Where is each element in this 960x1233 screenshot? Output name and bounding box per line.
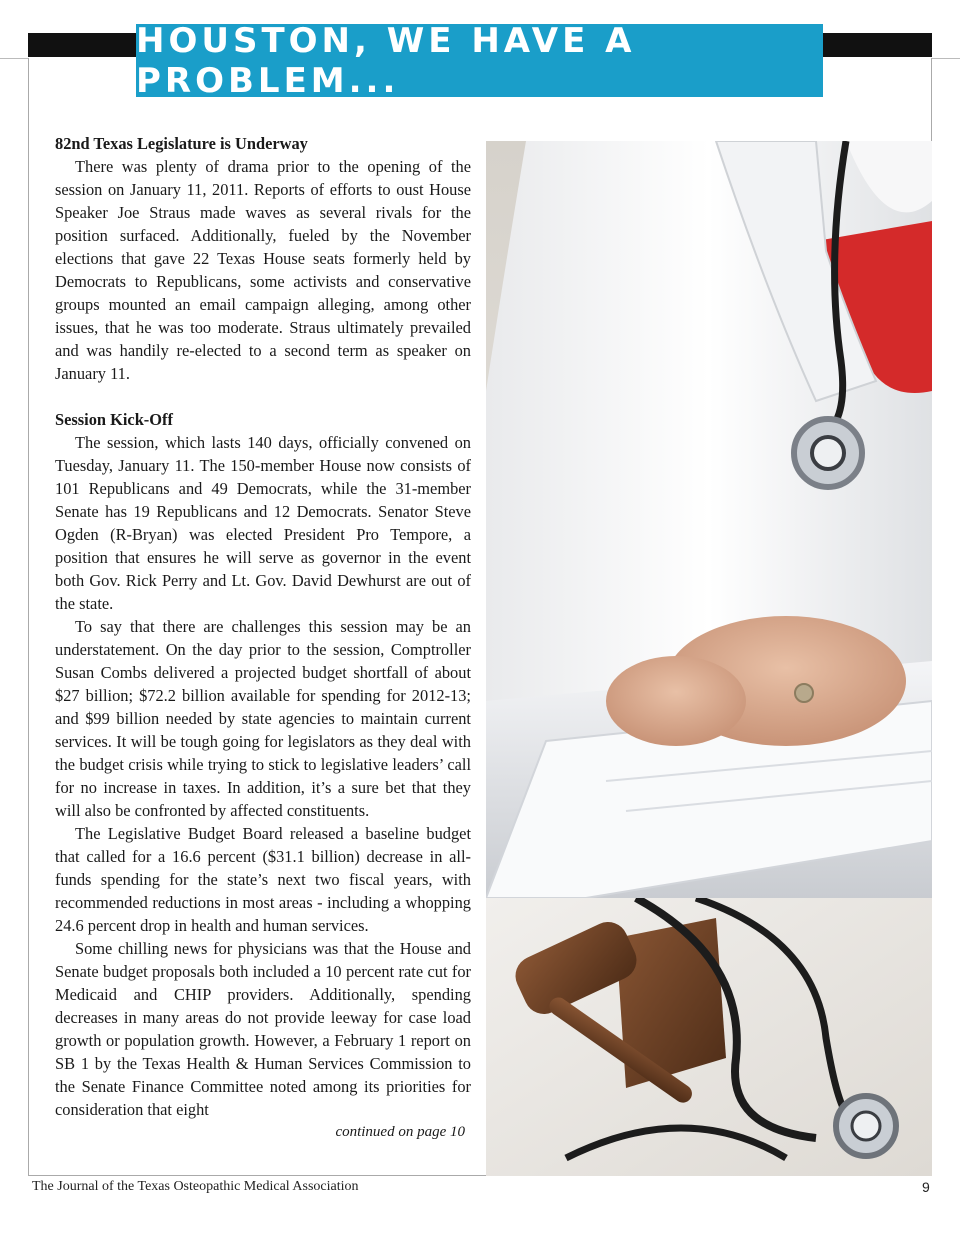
doctor-photo xyxy=(486,141,932,898)
article-column xyxy=(55,132,471,1144)
page-number: 9 xyxy=(922,1179,930,1195)
page-title: HOUSTON, WE HAVE A PROBLEM... xyxy=(136,20,636,101)
header-rule-left xyxy=(28,33,138,57)
page-frame-left xyxy=(28,58,29,1176)
paragraph: Some chilling news for physicians was that the House and Senate budget proposals both included a 10 percent rate cut for Medicaid and CHIP providers. Additionally, spending decreases in many areas do not provide leeway for case load growth or population growth. However, a February 1 report on SB 1 by the Texas Health & Human Services Commission to the Senate Finance Committee noted among its priorities for consideration that eight xyxy=(55,939,471,1119)
paragraph: To say that there are challenges this session may be an understatement. On the day prior to the session, Comptroller Susan Combs delivered a projected budget shortfall of about $27 billion; $72.2 billion available for spending for 2012-13; and $99 billion needed by state agencies to maintain current services. It will be tough going for legislators as they deal with the budget crisis while trying to stick to legislative leaders’ call for no increase in taxes. In addition, it’s a sure bet that they will also be confronted by affected constituents. xyxy=(55,617,471,820)
header-rule-right xyxy=(822,33,932,57)
gavel-stethoscope-photo xyxy=(486,898,932,1176)
paragraph: There was plenty of drama prior to the opening of the session on January 11, 2011. Reports of efforts to oust House Speaker Joe Straus made waves as several rivals for the position surfaced. Additionally, fueled by the November elections that gave 22 Texas House seats formerly held by Democrats to Republicans, some activists and conservative groups mounted an email campaign alleging, among other issues, that he was too moderate. Straus ultimately prevailed and was handily re-elected to a second term as speaker on January 11. xyxy=(55,157,471,383)
continued-note: continued on page 10 xyxy=(335,1124,465,1140)
section-heading-kickoff: Session Kick-Off xyxy=(55,410,173,429)
paragraph: The session, which lasts 140 days, officially convened on Tuesday, January 11. The 150-member House now consists of 101 Republicans and 49 Democrats, while the 31-member Senate has 19 Republicans and 12 Democrats. Senator Steve Ogden (R-Bryan) was elected President Pro Tempore, a position that ensures he will serve as governor in the event both Gov. Rick Perry and Lt. Gov. David Dewhurst are out of the state. xyxy=(55,433,471,613)
section-heading-legislature: 82nd Texas Legislature is Underway xyxy=(55,134,308,153)
paragraph: The Legislative Budget Board released a baseline budget that called for a 16.6 percent ($31.1 billion) decrease in all-funds spending for the state’s next two fiscal years, with recommended reductions in most areas - including a whopping 24.6 percent drop in health and human services. xyxy=(55,824,471,935)
crop-mark-right xyxy=(932,58,960,59)
footer-journal-name: The Journal of the Texas Osteopathic Medical Association xyxy=(32,1179,359,1194)
section-gap xyxy=(55,385,471,408)
title-banner xyxy=(136,20,823,101)
crop-mark-left xyxy=(0,58,28,59)
